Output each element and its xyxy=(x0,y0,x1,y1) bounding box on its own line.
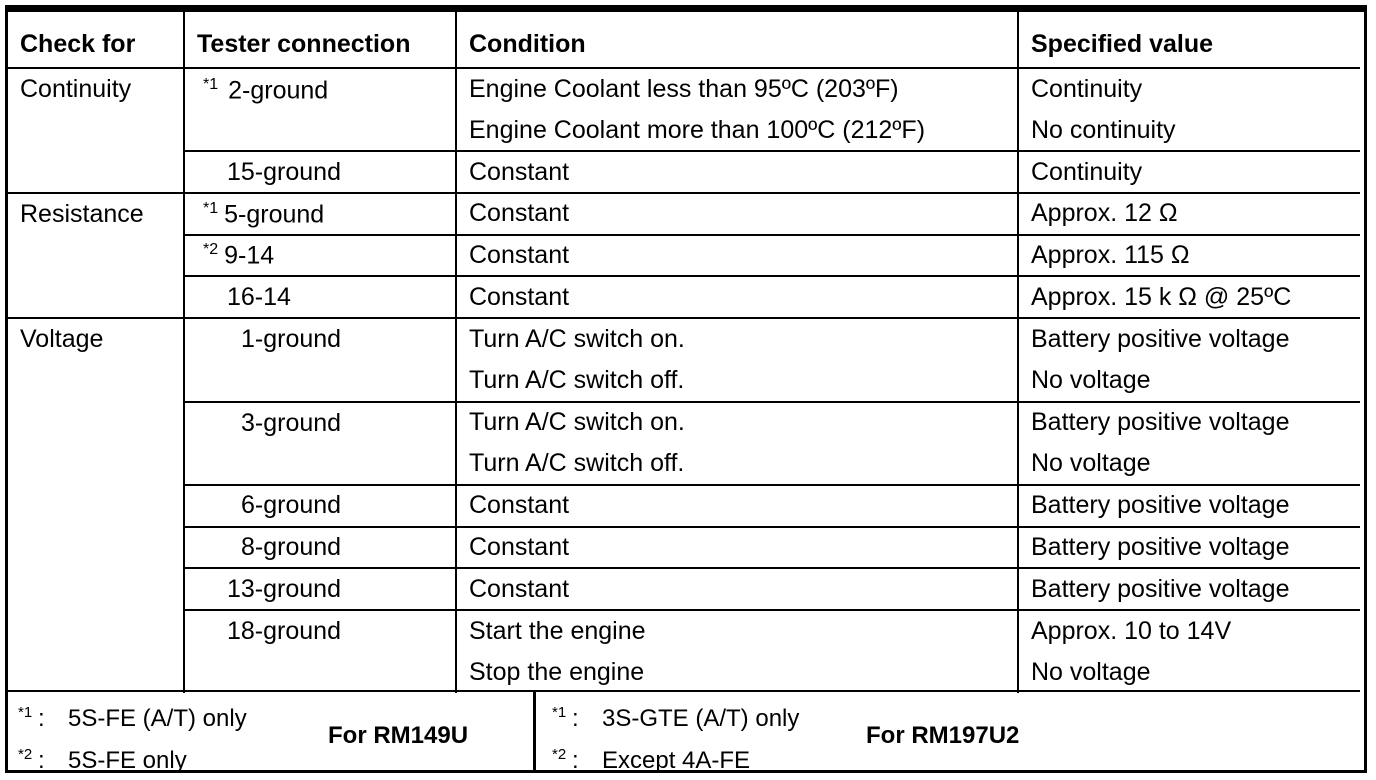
connection-cell: 13-ground xyxy=(184,568,456,610)
condition-cell: Constant xyxy=(456,568,1018,610)
condition-cell: Engine Coolant less than 95ºC (203ºF) xyxy=(456,68,1018,110)
table-row xyxy=(8,276,1360,318)
table-row xyxy=(8,151,1360,193)
connection-cell: 8-ground xyxy=(184,527,456,569)
connection-cell: 15-ground xyxy=(184,151,456,193)
value-cell: Approx. 15 k Ω @ 25ºC xyxy=(1018,276,1360,318)
footnote-mark: *2 xyxy=(203,241,219,259)
table-row xyxy=(8,485,1360,527)
manual-reference: For RM149U xyxy=(328,722,469,749)
footnote-mark: *1 xyxy=(203,76,219,93)
value-cell: Approx. 115 Ω xyxy=(1018,235,1360,277)
value-cell: No voltage xyxy=(1018,443,1360,485)
footnote-mark: *1 xyxy=(203,199,219,217)
connection-text: 2-ground xyxy=(228,76,329,105)
condition-cell: Constant xyxy=(456,276,1018,318)
condition-cell: Start the engine xyxy=(456,610,1018,652)
condition-cell: Constant xyxy=(456,235,1018,277)
footnote-item: *2 : Except 4A-FE xyxy=(552,746,751,774)
footnote-mark: *1 xyxy=(18,704,33,721)
table-row xyxy=(8,610,1360,652)
group-resistance: Resistance xyxy=(8,193,184,318)
table-row xyxy=(8,193,1360,235)
footnote-mark: *2 xyxy=(18,746,33,763)
connection-cell xyxy=(184,235,456,277)
value-cell: Battery positive voltage xyxy=(1018,485,1360,527)
condition-cell: Constant xyxy=(456,151,1018,193)
table-row xyxy=(8,68,1360,110)
value-cell: Battery positive voltage xyxy=(1018,568,1360,610)
header-check-for: Check for xyxy=(8,12,184,68)
value-cell: No continuity xyxy=(1018,110,1360,152)
condition-cell: Constant xyxy=(456,527,1018,569)
manual-reference: For RM197U2 xyxy=(866,722,1020,749)
footnote-text: 5S-FE (A/T) only xyxy=(68,705,247,732)
value-cell: No voltage xyxy=(1018,360,1360,402)
connection-cell: 6-ground xyxy=(184,485,456,527)
condition-cell: Constant xyxy=(456,193,1018,235)
condition-cell: Constant xyxy=(456,485,1018,527)
value-cell: Approx. 12 Ω xyxy=(1018,193,1360,235)
footnote-item: *1 : 5S-FE (A/T) only xyxy=(18,704,247,732)
footnotes-rm197u2 xyxy=(536,692,1360,772)
value-cell: Approx. 10 to 14V xyxy=(1031,616,1232,645)
footnote-mark: *2 xyxy=(552,746,567,763)
header-tester-connection: Tester connection xyxy=(184,12,456,68)
connection-cell: 3-ground xyxy=(184,402,456,485)
table-row xyxy=(8,568,1360,610)
condition-cell: Turn A/C switch off. xyxy=(456,360,1018,402)
footnote-text: 3S-GTE (A/T) only xyxy=(602,705,800,732)
group-continuity: Continuity xyxy=(8,68,184,193)
table-row xyxy=(8,235,1360,277)
value-cell: Battery positive voltage xyxy=(1018,527,1360,569)
header-row xyxy=(8,12,1360,68)
inspection-table xyxy=(8,12,1360,693)
footnotes-rm149u xyxy=(8,692,536,772)
footnote-item: *2 : 5S-FE only xyxy=(18,746,187,774)
value-cell: Battery positive voltage xyxy=(1031,324,1290,353)
value-cell: Battery positive voltage xyxy=(1031,408,1290,437)
connection-cell: 18-ground xyxy=(184,610,456,693)
condition-cell: Turn A/C switch on. xyxy=(456,402,1018,444)
value-cell: Continuity xyxy=(1018,151,1360,193)
footnote-text: 5S-FE only xyxy=(68,747,187,774)
table-row xyxy=(8,318,1360,360)
footnote-text: Except 4A-FE xyxy=(602,747,751,774)
connection-cell: 1-ground xyxy=(184,318,456,401)
condition-cell: Turn A/C switch off. xyxy=(456,443,1018,485)
connection-cell xyxy=(184,68,456,151)
footnote-mark: *1 xyxy=(552,704,567,721)
header-condition: Condition xyxy=(456,12,1018,68)
condition-cell: Engine Coolant more than 100ºC (212ºF) xyxy=(456,110,1018,152)
table-row xyxy=(8,527,1360,569)
condition-cell: Stop the engine xyxy=(456,652,1018,694)
group-voltage: Voltage xyxy=(8,318,184,693)
connection-text: 5-ground xyxy=(224,200,325,229)
footnote-item: *1 : 3S-GTE (A/T) only xyxy=(552,704,800,732)
value-cell: No voltage xyxy=(1031,657,1151,686)
connection-text: 9-14 xyxy=(224,241,275,270)
connection-cell: 16-14 xyxy=(184,276,456,318)
table-row xyxy=(8,402,1360,444)
header-specified-value: Specified value xyxy=(1018,12,1360,68)
footnotes-section xyxy=(8,690,1360,772)
connection-cell xyxy=(184,193,456,235)
value-cell: Continuity xyxy=(1031,74,1143,103)
condition-cell: Turn A/C switch on. xyxy=(456,318,1018,360)
